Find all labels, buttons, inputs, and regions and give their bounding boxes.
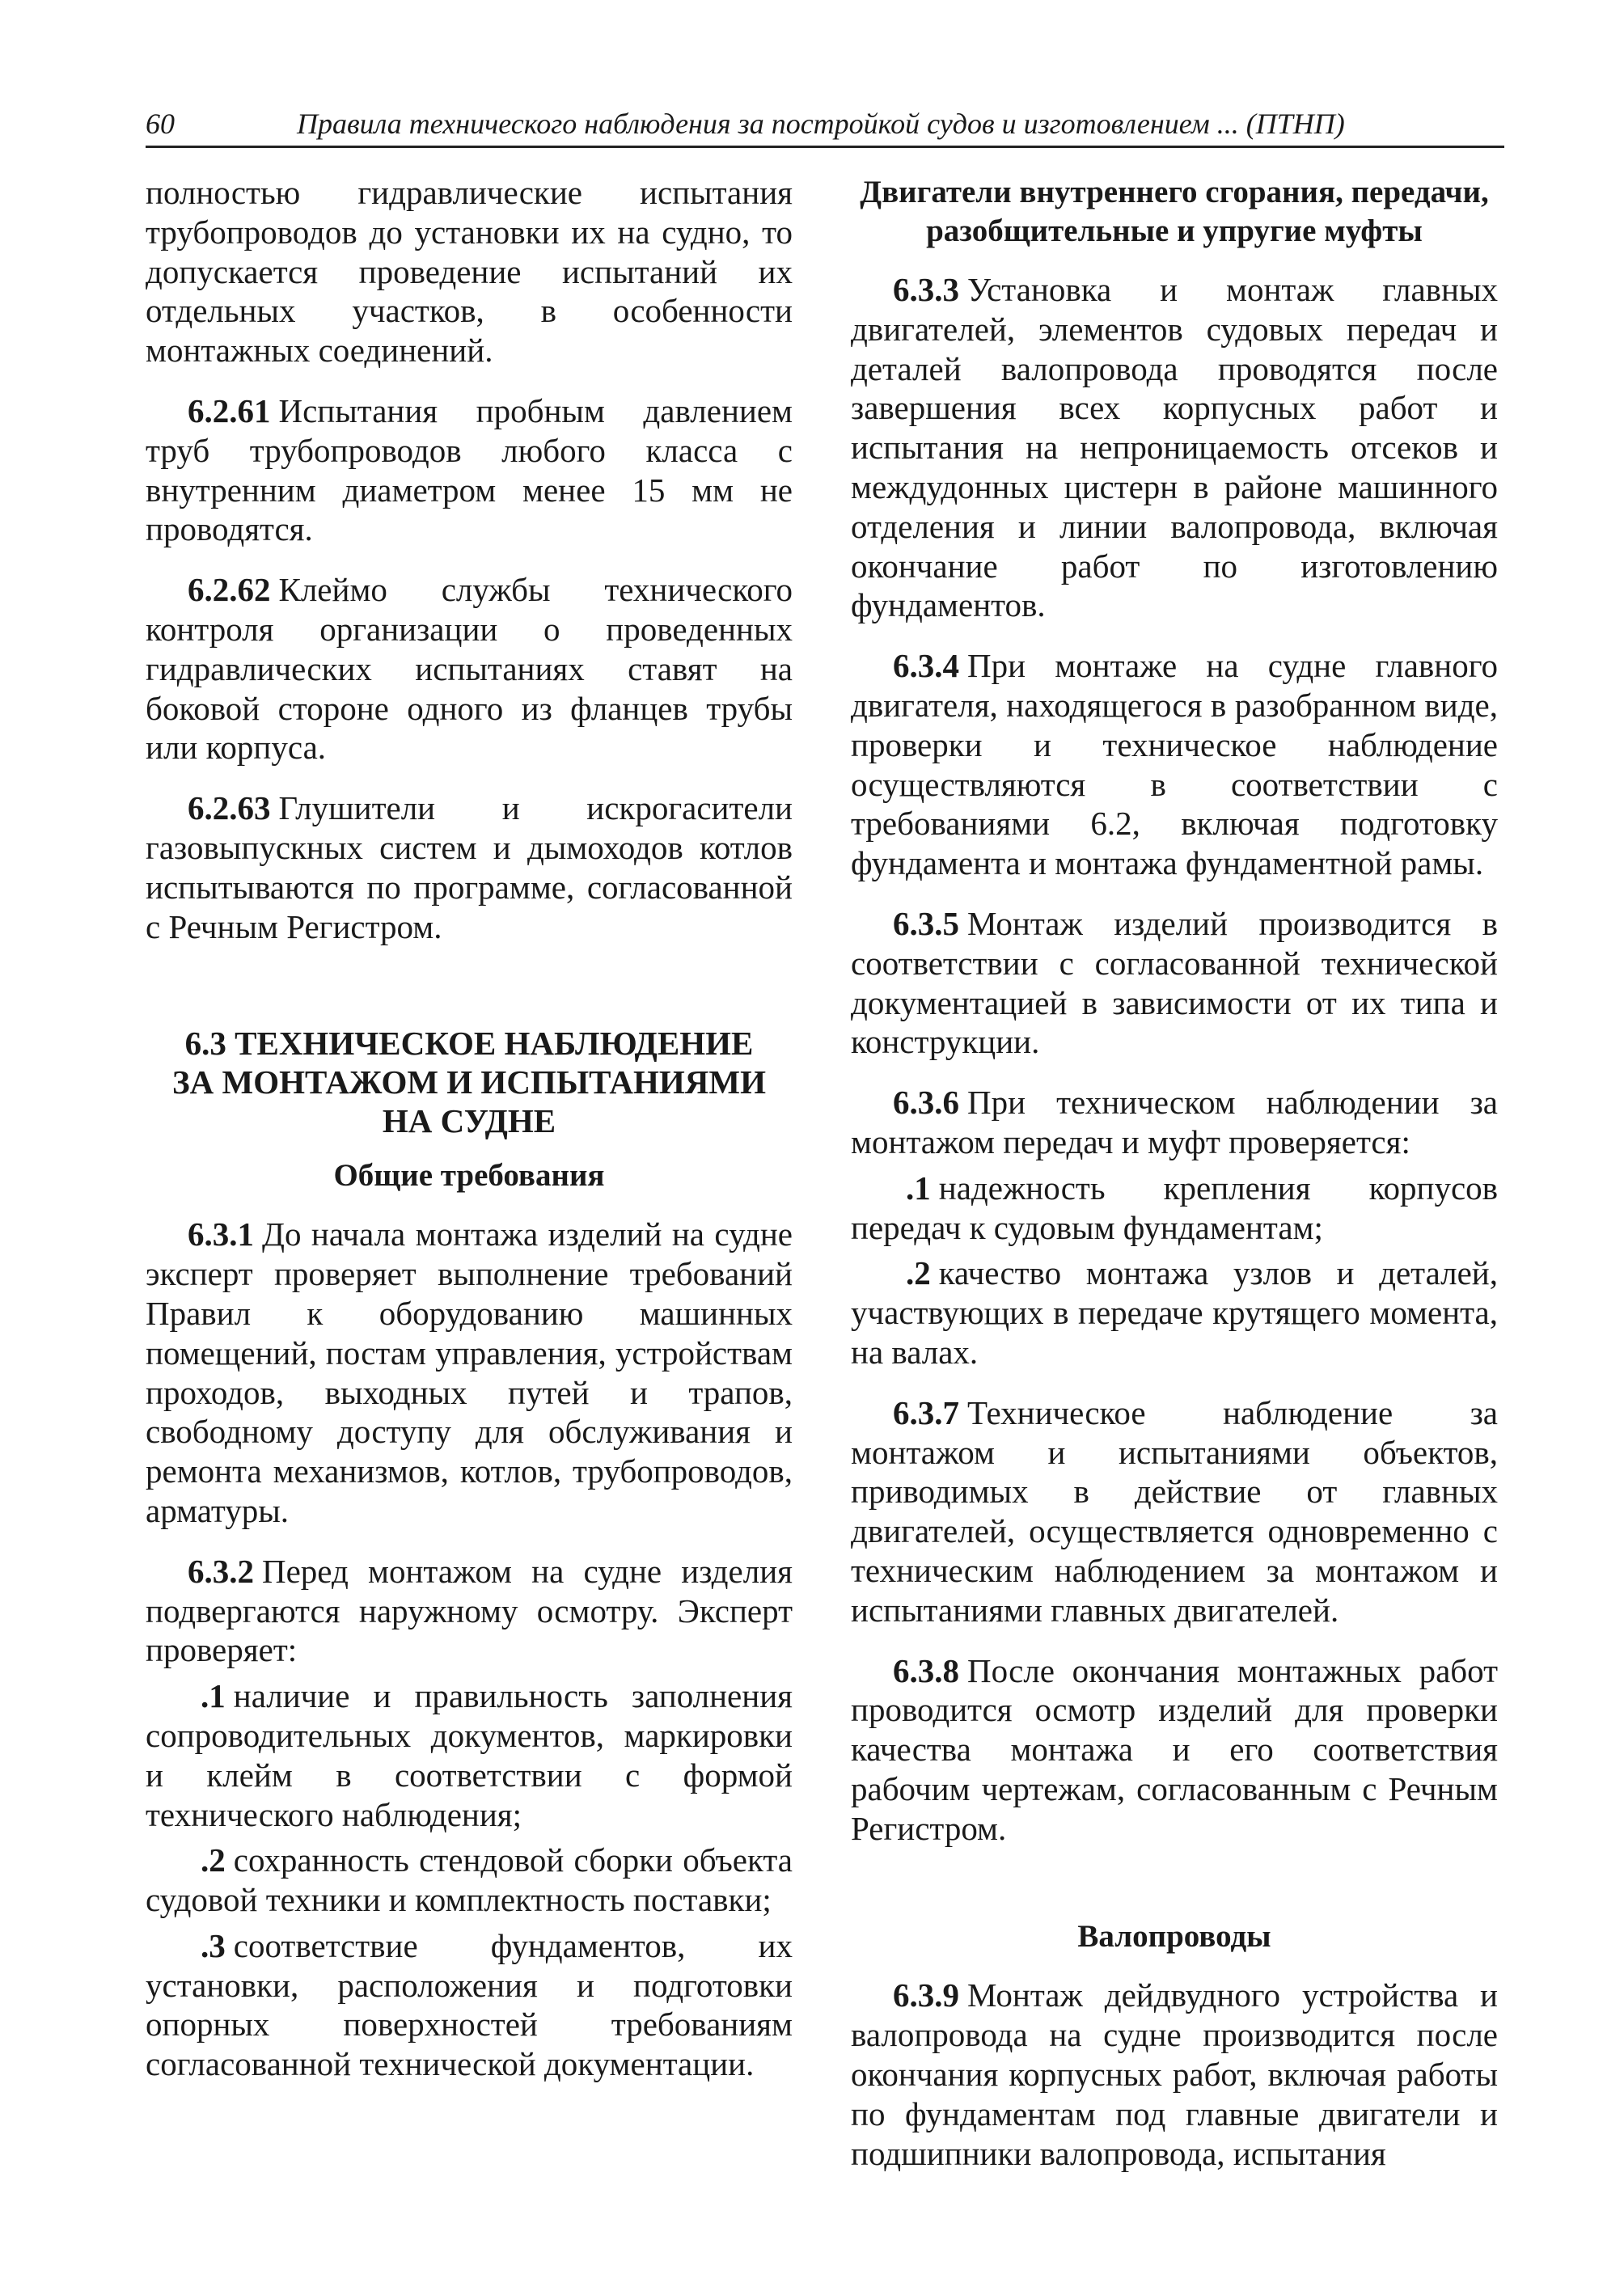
clause-number: 6.3.3 — [893, 271, 959, 308]
clause-number: 6.3.6 — [893, 1084, 959, 1122]
paragraph-6-3-7 — [851, 1393, 1498, 1630]
section-title-line: НА СУДНЕ — [382, 1102, 556, 1140]
section-title-line: 6.3 ТЕХНИЧЕСКОЕ НАБЛЮДЕНИЕ — [184, 1025, 754, 1063]
clause-number: 6.2.62 — [188, 571, 271, 609]
paragraph-6-3-5 — [851, 904, 1498, 1062]
clause-number: 6.3.8 — [893, 1651, 959, 1689]
clause-number: 6.3.5 — [893, 904, 959, 942]
item-text: качество монтажа узлов и деталей, участвующих в передаче крутящего момента, на валах. — [851, 1254, 1498, 1371]
clause-text: При монтаже на судне главного двигателя, находящегося в разобранном виде, проверки и техническое наблюдение осуществляются в соответствии с требованиями 6.2, включая подготовку фундамента и монтажа фундаментной рамы. — [851, 647, 1498, 882]
clause-number: 6.3.9 — [893, 1976, 959, 2014]
left-column — [146, 173, 793, 2090]
paragraph-6-3-1 — [146, 1215, 793, 1530]
item-text: надежность крепления корпусов передач к судовым фундаментам; — [851, 1169, 1498, 1246]
clause-number: 6.2.61 — [188, 391, 271, 429]
list-item-2 — [851, 1253, 1498, 1372]
clause-text: Монтаж изделий производится в соответствии с согласованной технической документацией в зависимости от их типа и конструкции. — [851, 904, 1498, 1061]
item-number: .1 — [906, 1169, 931, 1207]
running-title: Правила технического наблюдения за постройкой судов и изготовлением ... (ПТНП) — [297, 108, 1345, 140]
section-title-6-3 — [146, 1024, 793, 1140]
clause-text: До начала монтажа изделий на судне эксперт проверяет выполнение требований Правил к оборудованию машинных помещений, постам управления, устройствам проходов, выходных путей и трапов, свободному доступу для обслуживания и ремонта механизмов, котлов, трубопроводов, арматуры. — [146, 1215, 793, 1529]
page-number: 60 — [146, 108, 175, 140]
item-number: .2 — [201, 1841, 226, 1879]
right-column — [851, 173, 1498, 2194]
clause-text: Испытания пробным давлением труб трубопроводов любого класса с внутренним диаметром менее 15 мм не проводятся. — [146, 391, 793, 548]
clause-text: При техническом наблюдении за монтажом передач и муфт проверяется: — [851, 1084, 1498, 1160]
clause-text: После окончания монтажных работ проводится осмотр изделий для проверки качества монтажа и его соответствия рабочим чертежам, согласованным с Речным Регистром. — [851, 1651, 1498, 1847]
clause-number: 6.3.1 — [188, 1215, 254, 1253]
clause-number: 6.3.2 — [188, 1552, 254, 1590]
clause-text: Техническое наблюдение за монтажом и испытаниями объектов, приводимых в действие от главных двигателей, осуществляется одновременно с техническим наблюдением за монтажом и испытаниями главных двигателей. — [851, 1393, 1498, 1629]
clause-text: Перед монтажом на судне изделия подвергаются наружному осмотру. Эксперт проверяет: — [146, 1552, 793, 1669]
item-number: .1 — [201, 1677, 226, 1715]
clause-text: Глушители и искрогасители газовыпускных систем и дымоходов котлов испытываются по программе, согласованной с Речным Регистром. — [146, 789, 793, 945]
list-item-1 — [146, 1676, 793, 1834]
subsection-title-general: Общие требования — [333, 1158, 605, 1194]
clause-number: 6.2.63 — [188, 789, 271, 827]
paragraph-6-2-62 — [146, 570, 793, 767]
paragraph-6-2-61 — [146, 391, 793, 549]
paragraph-6-3-6 — [851, 1083, 1498, 1162]
subsection-title-engines — [851, 173, 1498, 251]
item-text: наличие и правильность заполнения сопроводительных документов, маркировки и клейм в соответствии с формой технического наблюдения; — [146, 1677, 793, 1833]
list-item-1 — [851, 1169, 1498, 1248]
item-number: .2 — [906, 1254, 931, 1292]
paragraph-intro: полностью гидравлические испытания трубопроводов до установки их на судно, то допускается проведение испытаний их отдельных участков, в особенности монтажных соединений. — [146, 174, 793, 370]
clause-text: Установка и монтаж главных двигателей, элементов судовых передач и деталей валопровода проводятся после завершения всех корпусных работ и испытания на непроницаемость отсеков и междудонных цистерн в районе машинного отделения и линии валопровода, включая окончание работ по изготовлению фундаментов. — [851, 271, 1498, 624]
list-item-2 — [146, 1841, 793, 1920]
paragraph-6-3-2 — [146, 1552, 793, 1670]
paragraph-6-3-9 — [851, 1976, 1498, 2173]
item-text: соответствие фундаментов, их установки, расположения и подготовки опорных поверхностей требованиям согласованной технической документации. — [146, 1926, 793, 2083]
paragraph-6-3-4 — [851, 646, 1498, 883]
paragraph-6-3-8 — [851, 1651, 1498, 1849]
clause-text: Клеймо службы технического контроля организации о проведенных гидравлических испытаниях ставят на боковой стороне одного из фланцев трубы или корпуса. — [146, 571, 793, 767]
item-text: сохранность стендовой сборки объекта судовой техники и комплектность поставки; — [146, 1841, 793, 1919]
paragraph-6-3-3 — [851, 270, 1498, 625]
list-item-3 — [146, 1926, 793, 2084]
running-header — [146, 104, 1504, 148]
subsection-title-line: разобщительные и упругие муфты — [926, 213, 1423, 248]
section-title-line: ЗА МОНТАЖОМ И ИСПЫТАНИЯМИ — [172, 1063, 766, 1101]
paragraph-6-2-63 — [146, 788, 793, 946]
subsection-title-shafts: Валопроводы — [1077, 1919, 1271, 1955]
clause-number: 6.3.7 — [893, 1393, 959, 1431]
subsection-title-line: Двигатели внутреннего сгорания, передачи, — [860, 175, 1489, 209]
item-number: .3 — [201, 1926, 226, 1964]
clause-number: 6.3.4 — [893, 647, 959, 685]
clause-text: Монтаж дейдвудного устройства и валопровода на судне производится после окончания корпусных работ, включая работы по фундаментам под главные двигатели и подшипники валопровода, испытания — [851, 1976, 1498, 2172]
